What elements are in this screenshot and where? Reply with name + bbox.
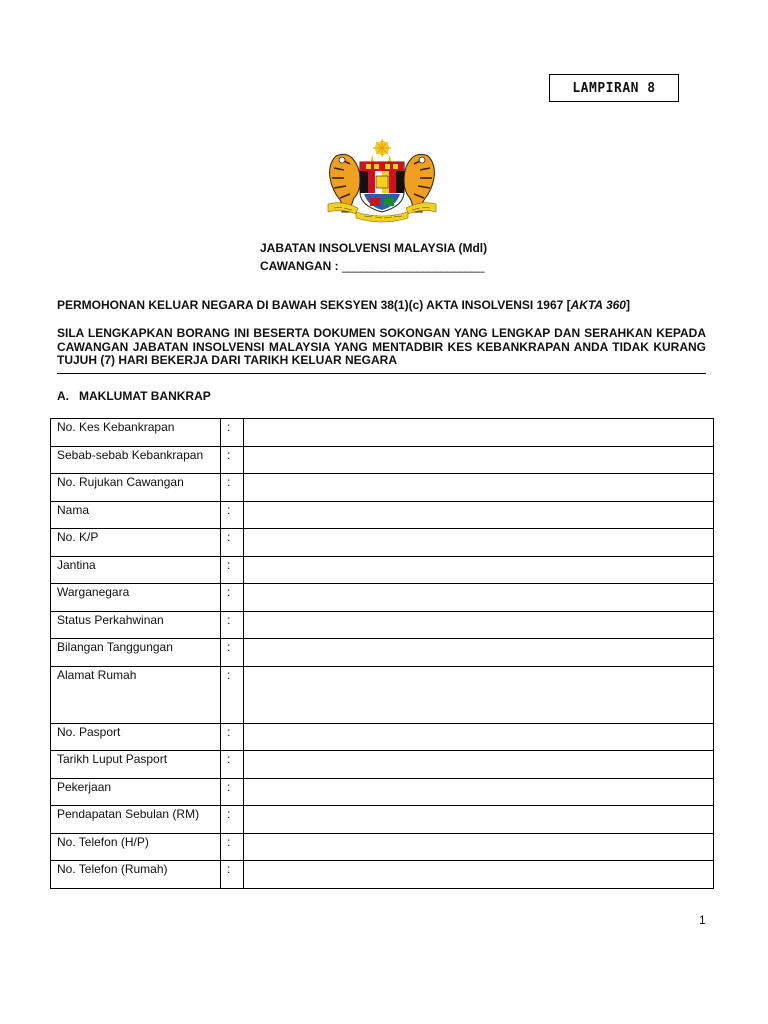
- table-row: [51, 501, 714, 529]
- attachment-label-box: [549, 74, 679, 102]
- field-label: Pekerjaan: [51, 778, 221, 806]
- table-row: [51, 474, 714, 502]
- field-colon: :: [221, 529, 244, 557]
- field-colon: :: [221, 639, 244, 667]
- field-colon: :: [221, 778, 244, 806]
- field-label: Tarikh Luput Pasport: [51, 751, 221, 779]
- field-colon: :: [221, 833, 244, 861]
- page-number: 1: [699, 913, 706, 927]
- branch-line: [260, 257, 487, 275]
- field-label: No. Kes Kebankrapan: [51, 419, 221, 447]
- field-label: Warganegara: [51, 584, 221, 612]
- field-value-input[interactable]: [244, 861, 714, 889]
- bankrupt-info-table: [50, 418, 714, 889]
- table-row: [51, 611, 714, 639]
- field-value-input[interactable]: [244, 666, 714, 723]
- field-colon: :: [221, 723, 244, 751]
- field-colon: :: [221, 501, 244, 529]
- field-colon: :: [221, 446, 244, 474]
- section-divider: [57, 373, 706, 374]
- field-label: No. Rujukan Cawangan: [51, 474, 221, 502]
- field-colon: :: [221, 806, 244, 834]
- table-row: [51, 751, 714, 779]
- table-row: [51, 446, 714, 474]
- field-value-input[interactable]: [244, 806, 714, 834]
- field-value-input[interactable]: [244, 833, 714, 861]
- field-value-input[interactable]: [244, 501, 714, 529]
- field-label: Pendapatan Sebulan (RM): [51, 806, 221, 834]
- field-value-input[interactable]: [244, 611, 714, 639]
- field-colon: :: [221, 556, 244, 584]
- field-value-input[interactable]: [244, 751, 714, 779]
- form-title-suffix: ]: [625, 298, 630, 312]
- field-value-input[interactable]: [244, 446, 714, 474]
- branch-label: CAWANGAN :: [260, 259, 339, 273]
- agency-name: JABATAN INSOLVENSI MALAYSIA (Mdl): [260, 241, 488, 255]
- field-label: No. K/P: [51, 529, 221, 557]
- attachment-label: LAMPIRAN 8: [572, 80, 656, 96]
- field-colon: :: [221, 751, 244, 779]
- field-value-input[interactable]: [244, 639, 714, 667]
- field-colon: :: [221, 584, 244, 612]
- table-row: [51, 723, 714, 751]
- field-value-input[interactable]: [244, 474, 714, 502]
- table-row: [51, 861, 714, 889]
- table-row: [51, 778, 714, 806]
- field-label: Bilangan Tanggungan: [51, 639, 221, 667]
- table-row: [51, 556, 714, 584]
- field-colon: :: [221, 611, 244, 639]
- table-row: [51, 806, 714, 834]
- branch-blank: _______________________: [342, 259, 485, 273]
- table-row: [51, 529, 714, 557]
- field-label: Alamat Rumah: [51, 666, 221, 723]
- section-title: MAKLUMAT BANKRAP: [79, 389, 211, 403]
- table-row: [51, 666, 714, 723]
- table-row: [51, 639, 714, 667]
- field-label: Sebab-sebab Kebankrapan: [51, 446, 221, 474]
- form-instructions: SILA LENGKAPKAN BORANG INI BESERTA DOKUMEN SOKONGAN YANG LENGKAP DAN SERAHKAN KEPADA CAWANGAN JABATAN INSOLVENSI MALAYSIA YANG MENTADBIR KES KEBANKRAPAN ANDA TIDAK KURANG TUJUH (7) HARI BEKERJA DARI TARIKH KELUAR NEGARA: [57, 326, 706, 368]
- field-label: No. Pasport: [51, 723, 221, 751]
- coat-of-arms-emblem-icon: [322, 138, 442, 226]
- section-heading: [57, 389, 211, 403]
- table-row: [51, 419, 714, 447]
- form-title-act: AKTA 360: [570, 298, 626, 312]
- field-value-input[interactable]: [244, 723, 714, 751]
- field-label: No. Telefon (Rumah): [51, 861, 221, 889]
- field-value-input[interactable]: [244, 778, 714, 806]
- form-title: [57, 298, 707, 312]
- field-colon: :: [221, 419, 244, 447]
- table-row: [51, 584, 714, 612]
- agency-header: [260, 239, 487, 275]
- field-label: Jantina: [51, 556, 221, 584]
- field-label: Status Perkahwinan: [51, 611, 221, 639]
- field-value-input[interactable]: [244, 419, 714, 447]
- field-value-input[interactable]: [244, 556, 714, 584]
- field-colon: :: [221, 666, 244, 723]
- field-colon: :: [221, 861, 244, 889]
- section-letter: A.: [57, 389, 69, 403]
- field-label: No. Telefon (H/P): [51, 833, 221, 861]
- table-row: [51, 833, 714, 861]
- field-value-input[interactable]: [244, 584, 714, 612]
- field-colon: :: [221, 474, 244, 502]
- field-value-input[interactable]: [244, 529, 714, 557]
- field-label: Nama: [51, 501, 221, 529]
- form-title-prefix: PERMOHONAN KELUAR NEGARA DI BAWAH SEKSYEN 38(1)(c) AKTA INSOLVENSI 1967 [: [57, 298, 571, 312]
